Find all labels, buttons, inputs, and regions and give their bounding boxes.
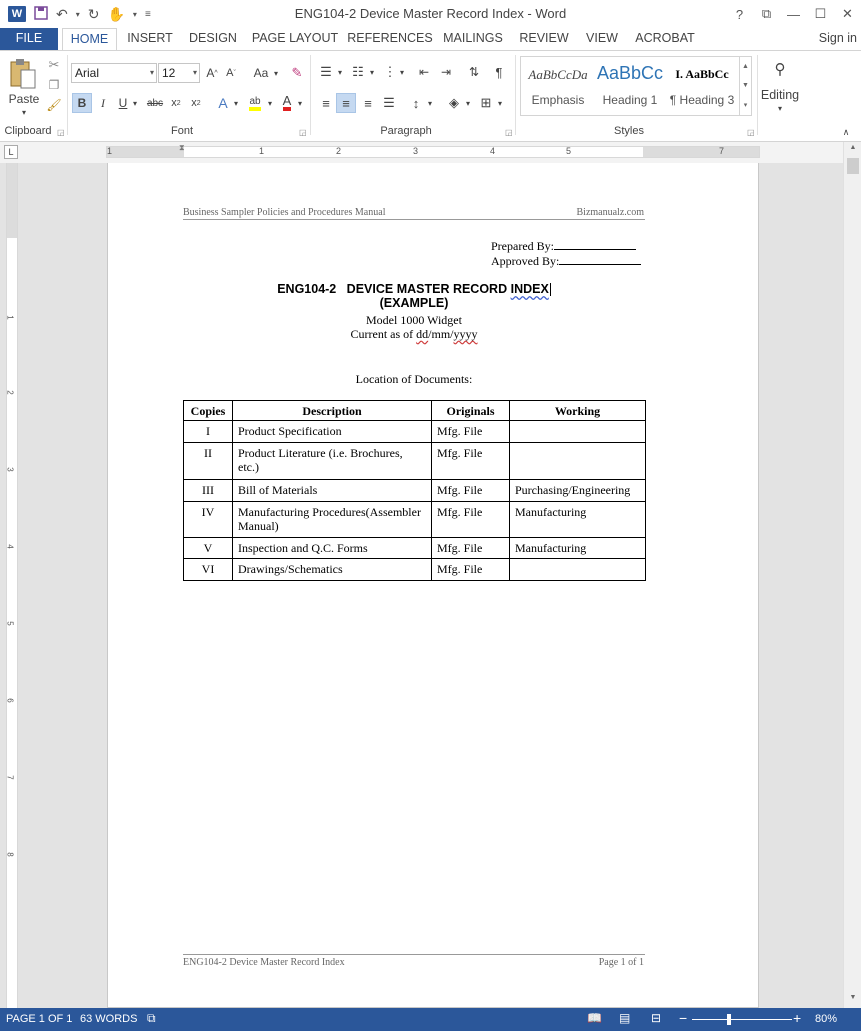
model-line: Model 1000 Widget — [366, 313, 462, 327]
zoom-slider-thumb[interactable] — [727, 1014, 731, 1025]
bullets-dropdown-icon[interactable]: ▾ — [337, 67, 342, 77]
quick-access-toolbar — [34, 6, 151, 23]
style-name: Heading 1 — [602, 93, 658, 107]
horizontal-ruler[interactable] — [106, 143, 760, 158]
text-effects-dropdown-icon[interactable]: ▾ — [233, 98, 238, 108]
table-header-row — [184, 401, 646, 421]
subscript-icon[interactable]: x 2 — [171, 97, 181, 109]
help-button[interactable]: ? — [735, 6, 744, 22]
styles-up-icon[interactable]: ▲ — [742, 63, 749, 70]
style-sample: I. AaBbCc — [675, 67, 729, 81]
document-table — [183, 400, 646, 581]
style-name: Emphasis — [531, 93, 585, 107]
style-heading-1[interactable] — [595, 57, 665, 115]
ribbon-home — [0, 50, 861, 142]
vruler-number: 8 — [5, 852, 15, 857]
cell-description: Product Specification — [233, 421, 432, 443]
tab-insert[interactable]: INSERT — [127, 31, 173, 45]
cell-originals: Mfg. File — [432, 559, 510, 581]
paste-button[interactable]: Paste — [8, 92, 40, 106]
cell-description: Manufacturing Procedures(Assembler Manual) — [233, 502, 432, 538]
font-color-dropdown-icon[interactable]: ▾ — [297, 98, 302, 108]
cell-copies: I — [184, 421, 233, 443]
copy-icon[interactable]: ❐ — [48, 78, 60, 92]
location-heading: Location of Documents: — [355, 372, 473, 386]
header-description: Description — [233, 401, 432, 421]
footer-rule — [183, 954, 645, 955]
tab-file[interactable]: FILE — [0, 28, 58, 50]
vruler-number: 6 — [5, 698, 15, 703]
font-color-icon[interactable]: A — [278, 93, 296, 113]
current-mid: /mm/ — [428, 327, 454, 341]
tab-mailings[interactable]: MAILINGS — [443, 31, 503, 45]
decrease-indent-icon[interactable]: ⇤ — [418, 65, 430, 79]
sort-icon[interactable]: ⇅ — [468, 65, 480, 79]
cell-originals: Mfg. File — [432, 502, 510, 538]
change-case-button[interactable]: Aa — [253, 66, 269, 80]
shrink-font-icon[interactable]: A ˇ — [226, 67, 236, 79]
ruler-left-margin — [107, 147, 184, 157]
underline-icon[interactable]: U — [118, 96, 128, 110]
ruler-number: 5 — [566, 146, 572, 156]
indent-marker-icon[interactable]: ⧗ — [179, 143, 185, 152]
customize-qat-icon[interactable]: ≡ — [144, 8, 151, 20]
line-spacing-dropdown-icon[interactable]: ▾ — [427, 98, 432, 108]
text-cursor — [550, 283, 551, 296]
multilevel-dropdown-icon[interactable]: ▾ — [399, 67, 404, 77]
font-size-combo[interactable] — [158, 63, 200, 83]
paste-dropdown-icon[interactable]: ▾ — [21, 107, 26, 117]
cell-description: Drawings/Schematics — [233, 559, 432, 581]
font-launcher-icon[interactable]: ◲ — [299, 128, 307, 137]
prepared-by-label: Prepared By: — [491, 239, 554, 253]
table-row — [184, 502, 646, 538]
qat-dropdown-icon[interactable]: ▾ — [132, 9, 137, 19]
tab-references[interactable]: REFERENCES — [347, 31, 433, 45]
styles-scroll[interactable] — [739, 57, 751, 115]
table-row — [184, 538, 646, 559]
style-sample: AaBbCcDa — [528, 67, 588, 82]
paste-icon[interactable] — [6, 55, 40, 95]
current-prefix: Current as of — [350, 327, 417, 341]
scroll-thumb[interactable] — [847, 158, 859, 174]
document-title — [183, 282, 645, 310]
header-working: Working — [510, 401, 646, 421]
header-right-text: Bizmanualz.com — [576, 207, 644, 218]
style-heading-3[interactable] — [667, 57, 737, 115]
web-layout-icon[interactable]: ⊟ — [651, 1011, 662, 1025]
font-group-label: Font — [170, 125, 193, 137]
cell-description: Inspection and Q.C. Forms — [233, 538, 432, 559]
ruler-number: 1 — [107, 146, 113, 156]
save-icon[interactable] — [34, 6, 48, 23]
clipboard-launcher-icon[interactable]: ◲ — [57, 128, 65, 137]
minimize-button[interactable]: — — [787, 6, 800, 22]
table-row — [184, 443, 646, 480]
cell-originals: Mfg. File — [432, 443, 510, 480]
cell-copies: V — [184, 538, 233, 559]
cell-copies: VI — [184, 559, 233, 581]
vertical-ruler[interactable] — [6, 163, 18, 1008]
font-size-dropdown-icon[interactable]: ▾ — [192, 68, 197, 77]
cut-icon[interactable]: ✂ — [48, 57, 60, 72]
vruler-number: 4 — [5, 544, 15, 549]
font-family-combo[interactable] — [71, 63, 157, 83]
tab-selector[interactable]: L — [4, 145, 18, 159]
ribbon-tabs — [0, 28, 861, 50]
cell-working — [510, 421, 646, 443]
styles-more-icon[interactable]: ▾ — [743, 102, 748, 109]
scroll-down-icon[interactable]: ▼ — [849, 994, 857, 1001]
strikethrough-icon[interactable]: abc — [146, 97, 164, 109]
read-mode-icon[interactable]: 📖 — [587, 1011, 602, 1025]
header-left-text: Business Sampler Policies and Procedures Manual — [183, 207, 386, 218]
undo-icon[interactable]: ↶ — [56, 5, 68, 22]
page-count-status[interactable]: PAGE 1 OF 1 — [6, 1013, 73, 1025]
shading-icon[interactable]: ◈ — [449, 95, 459, 110]
cell-description: Bill of Materials — [233, 480, 432, 502]
current-yyyy: yyyy — [453, 327, 478, 341]
bullets-icon[interactable]: ☰ — [320, 64, 332, 79]
tab-design[interactable]: DESIGN — [189, 31, 237, 45]
editing-button[interactable]: Editing — [760, 88, 800, 102]
cell-originals: Mfg. File — [432, 421, 510, 443]
approved-by-line — [491, 254, 641, 269]
text-effects-icon[interactable]: A — [218, 95, 228, 111]
vruler-number: 1 — [5, 315, 15, 320]
approved-by-label: Approved By: — [491, 254, 560, 268]
table-row — [184, 421, 646, 443]
numbering-icon[interactable]: ☷ — [352, 64, 364, 79]
align-right-icon[interactable]: ≡ — [364, 95, 372, 111]
document-page[interactable] — [107, 163, 759, 1008]
table-row — [184, 480, 646, 502]
tab-page-layout[interactable]: PAGE LAYOUT — [251, 31, 339, 45]
approved-by-blank — [559, 255, 641, 265]
increase-indent-icon[interactable]: ⇥ — [440, 65, 452, 79]
align-left-icon[interactable]: ≡ — [322, 95, 330, 111]
underline-dropdown-icon[interactable]: ▾ — [132, 98, 137, 108]
font-family-dropdown-icon[interactable]: ▾ — [149, 68, 154, 77]
line-spacing-icon[interactable]: ↕ — [412, 95, 420, 111]
align-center-icon[interactable]: ≡ — [336, 93, 356, 113]
tab-home[interactable]: HOME — [62, 28, 117, 51]
highlight-dropdown-icon[interactable]: ▾ — [267, 98, 272, 108]
title-main: ENG104-2 DEVICE MASTER RECORD — [277, 282, 511, 296]
table-row — [184, 559, 646, 581]
ruler-number: 7 — [719, 146, 725, 156]
paragraph-group-label: Paragraph — [380, 125, 432, 137]
justify-icon[interactable]: ☰ — [383, 95, 395, 110]
styles-down-icon[interactable]: ▼ — [742, 82, 749, 89]
prepared-by-blank — [554, 240, 636, 250]
group-separator — [515, 55, 516, 135]
current-dd: dd — [416, 327, 429, 341]
group-separator — [310, 55, 311, 135]
group-separator — [67, 55, 68, 135]
tab-acrobat[interactable]: ACROBAT — [635, 31, 695, 45]
prepared-by-line — [491, 239, 636, 254]
vertical-scrollbar[interactable] — [843, 142, 861, 1008]
clipboard-group-label: Clipboard — [4, 125, 52, 137]
style-sample: AaBbCc — [596, 63, 664, 83]
redo-icon[interactable]: ↻ — [87, 5, 100, 22]
styles-gallery — [520, 56, 752, 116]
window-controls — [726, 0, 861, 28]
cell-description: Product Literature (i.e. Brochures, etc.) — [233, 443, 432, 480]
cell-copies: IV — [184, 502, 233, 538]
footer-left-text: ENG104-2 Device Master Record Index — [183, 957, 345, 968]
tab-view[interactable]: VIEW — [586, 31, 618, 45]
vruler-number: 2 — [5, 390, 15, 395]
italic-icon[interactable]: I — [101, 95, 105, 110]
ruler-number: 3 — [413, 146, 419, 156]
cell-originals: Mfg. File — [432, 480, 510, 502]
current-as-of-line — [183, 327, 645, 342]
zoom-level[interactable]: 80% — [815, 1013, 838, 1025]
shading-dropdown-icon[interactable]: ▾ — [465, 98, 470, 108]
font-size-value: 12 — [162, 66, 176, 80]
cell-working: Manufacturing — [510, 502, 646, 538]
ruler-number: 4 — [490, 146, 496, 156]
title-index-word: INDEX — [510, 282, 549, 296]
styles-group-label: Styles — [614, 125, 644, 137]
superscript-icon[interactable]: x 2 — [191, 97, 201, 109]
editing-dropdown-icon[interactable]: ▾ — [777, 103, 782, 113]
zoom-out-button[interactable]: − — [679, 1010, 688, 1026]
vruler-top-margin — [7, 163, 17, 238]
cell-copies: II — [184, 443, 233, 480]
highlight-icon[interactable]: ab — [244, 93, 266, 113]
change-case-dropdown-icon[interactable]: ▾ — [273, 68, 278, 78]
cell-working — [510, 443, 646, 480]
cell-working — [510, 559, 646, 581]
font-family-value: Arial — [75, 66, 100, 80]
sign-in-link[interactable]: Sign in — [818, 31, 857, 45]
title-sub: (EXAMPLE) — [379, 296, 449, 311]
maximize-button[interactable]: ☐ — [814, 6, 827, 21]
cell-copies: III — [184, 480, 233, 502]
tab-review[interactable]: REVIEW — [519, 31, 569, 45]
close-button[interactable]: ✕ — [842, 6, 853, 21]
style-name: ¶ Heading 3 — [669, 93, 735, 107]
undo-dropdown-icon[interactable]: ▾ — [75, 9, 80, 19]
cell-working: Manufacturing — [510, 538, 646, 559]
collapse-ribbon-icon[interactable]: ∧ — [842, 126, 850, 137]
grow-font-icon[interactable]: A ^ — [206, 66, 218, 80]
word-app-icon[interactable]: W — [8, 6, 26, 22]
ruler-right-margin — [643, 147, 759, 157]
zoom-slider[interactable] — [692, 1019, 792, 1020]
numbering-dropdown-icon[interactable]: ▾ — [369, 67, 374, 77]
cell-working: Purchasing/Engineering — [510, 480, 646, 502]
title-bar — [0, 0, 861, 28]
print-layout-icon[interactable]: ▤ — [619, 1011, 631, 1025]
borders-dropdown-icon[interactable]: ▾ — [497, 98, 502, 108]
footer-right-text: Page 1 of 1 — [598, 957, 644, 968]
vruler-number: 7 — [5, 775, 15, 780]
show-formatting-marks-icon[interactable]: ¶ — [495, 64, 503, 80]
proofing-icon[interactable]: ⧉ — [147, 1011, 156, 1025]
cell-originals: Mfg. File — [432, 538, 510, 559]
multilevel-list-icon[interactable]: ⋮ — [383, 64, 397, 79]
paragraph-launcher-icon[interactable]: ◲ — [505, 128, 513, 137]
format-painter-icon[interactable]: 🖌 — [46, 98, 62, 112]
touch-mode-icon[interactable]: ✋ — [107, 5, 125, 22]
borders-icon[interactable]: ⊞ — [480, 95, 492, 110]
styles-launcher-icon[interactable]: ◲ — [747, 128, 755, 137]
ribbon-display-button[interactable]: ⧉ — [761, 6, 772, 21]
status-bar — [0, 1008, 861, 1031]
vruler-number: 5 — [5, 621, 15, 626]
header-copies: Copies — [184, 401, 233, 421]
window-title: ENG104-2 Device Master Record Index - Word — [294, 6, 567, 21]
clear-formatting-icon[interactable]: ✎ — [291, 65, 303, 80]
zoom-in-button[interactable]: + — [793, 1010, 802, 1026]
scroll-up-icon[interactable]: ▲ — [849, 144, 857, 151]
find-binoculars-icon[interactable]: ⚲ — [774, 61, 786, 78]
ruler-number: 2 — [336, 146, 342, 156]
ruler-number: 1 — [259, 146, 265, 156]
vruler-number: 3 — [5, 467, 15, 472]
style-emphasis[interactable] — [523, 57, 593, 115]
bold-icon[interactable]: B — [72, 93, 92, 113]
header-rule — [183, 219, 645, 220]
word-count-status[interactable]: 63 WORDS — [80, 1013, 138, 1025]
header-originals: Originals — [432, 401, 510, 421]
